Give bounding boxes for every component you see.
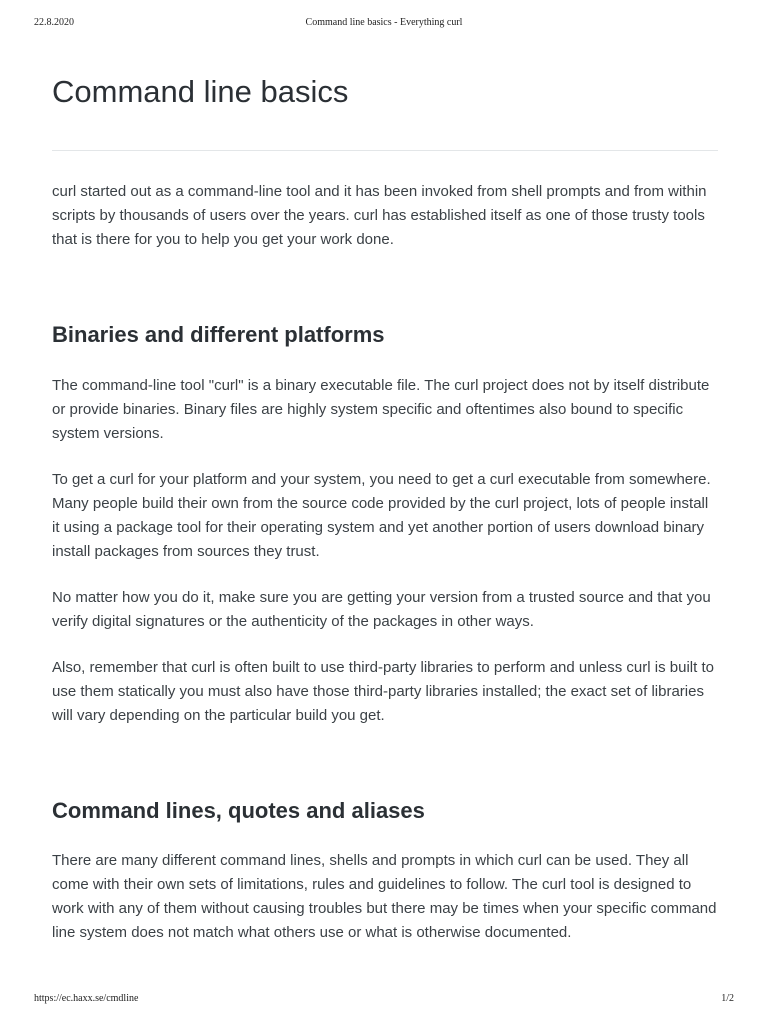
binaries-paragraph-2: To get a curl for your platform and your system, you need to get a curl executable from somewhere. Many people build their own from the source code provided by the curl project, lots of people install it using a package tool for their operating system and yet another portion of users download binary install packages from sources they trust. (52, 471, 711, 560)
print-header (0, 17, 768, 31)
intro-paragraph: curl started out as a command-line tool and it has been invoked from shell prompts and from within scripts by thousands of users over the years. curl has established itself as one of those trusty tools that is there for you to help you get your work done. (52, 183, 707, 248)
print-date: 22.8.2020 (34, 17, 74, 28)
print-url: https://ec.haxx.se/cmdline (34, 993, 139, 1004)
command-lines-paragraph-1: There are many different command lines, shells and prompts in which curl can be used. They all come with their own sets of limitations, rules and guidelines to follow. The curl tool is designed to work with any of them without causing troubles but there may be times when your specific command line system does not match what others use or what is otherwise documented. (52, 852, 717, 941)
page-title: Command line basics (52, 74, 349, 109)
binaries-paragraph-3: No matter how you do it, make sure you are getting your version from a trusted source and that you verify digital signatures or the authenticity of the packages in other ways. (52, 589, 711, 630)
page-number: 1/2 (721, 993, 734, 1004)
section-heading-command-lines: Command lines, quotes and aliases (52, 798, 425, 823)
article (52, 70, 718, 945)
binaries-paragraph-1: The command-line tool "curl" is a binary executable file. The curl project does not by itself distribute or provide binaries. Binary files are highly system specific and oftentimes also bound to specific system versions. (52, 377, 710, 442)
binaries-paragraph-4: Also, remember that curl is often built to use third-party libraries to perform and unless curl is built to use them statically you must also have those third-party libraries installed; the exact set of libraries will vary depending on the particular build you get. (52, 659, 714, 724)
print-document-title: Command line basics - Everything curl (305, 17, 463, 28)
print-footer (0, 993, 768, 1007)
title-divider (52, 150, 718, 151)
section-heading-binaries: Binaries and different platforms (52, 322, 385, 347)
